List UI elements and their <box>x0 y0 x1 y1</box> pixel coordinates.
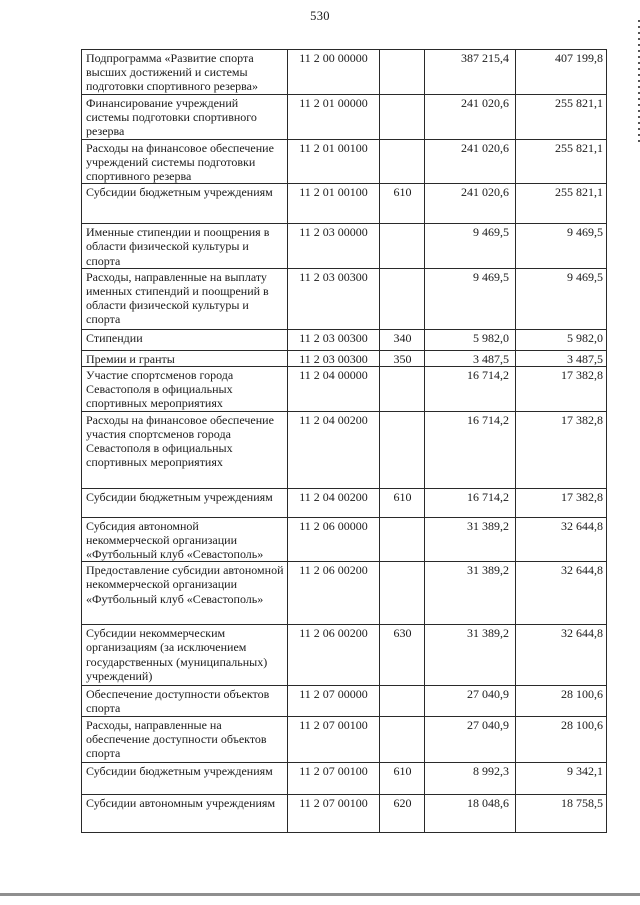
row-expense-type <box>380 224 425 269</box>
row-sum-year1: 3 487,5 <box>425 350 516 366</box>
row-sum-year2: 18 758,5 <box>516 794 607 832</box>
row-sum-year2: 255 821,1 <box>516 184 607 224</box>
row-code: 11 2 01 00100 <box>288 184 380 224</box>
row-sum-year2: 9 469,5 <box>516 224 607 269</box>
row-expense-type: 340 <box>380 329 425 350</box>
table-row <box>82 50 607 95</box>
row-sum-year1: 8 992,3 <box>425 762 516 794</box>
row-expense-type <box>380 411 425 488</box>
row-sum-year2: 255 821,1 <box>516 139 607 184</box>
row-code: 11 2 01 00100 <box>288 139 380 184</box>
row-sum-year1: 27 040,9 <box>425 716 516 762</box>
row-code: 11 2 07 00100 <box>288 762 380 794</box>
table-row <box>82 367 607 412</box>
row-sum-year1: 31 389,2 <box>425 562 516 625</box>
row-sum-year1: 18 048,6 <box>425 794 516 832</box>
row-sum-year2: 255 821,1 <box>516 94 607 139</box>
row-name: Субсидия автономной некоммерческой организации «Футбольный клуб «Севастополь» <box>82 517 288 562</box>
row-code: 11 2 01 00000 <box>288 94 380 139</box>
table-row <box>82 94 607 139</box>
table-row <box>82 625 607 686</box>
row-expense-type <box>380 517 425 562</box>
row-code: 11 2 03 00300 <box>288 268 380 329</box>
table-row <box>82 716 607 762</box>
row-code: 11 2 03 00300 <box>288 329 380 350</box>
row-sum-year2: 9 469,5 <box>516 268 607 329</box>
row-code: 11 2 07 00000 <box>288 686 380 716</box>
row-code: 11 2 04 00200 <box>288 411 380 488</box>
row-name: Финансирование учреждений системы подготовки спортивного резерва <box>82 94 288 139</box>
row-sum-year2: 28 100,6 <box>516 686 607 716</box>
row-name: Субсидии автономным учреждениям <box>82 794 288 832</box>
table-row <box>82 224 607 269</box>
row-expense-type <box>380 94 425 139</box>
row-sum-year1: 16 714,2 <box>425 367 516 412</box>
row-sum-year2: 32 644,8 <box>516 517 607 562</box>
row-sum-year1: 9 469,5 <box>425 268 516 329</box>
row-name: Субсидии некоммерческим организациям (за исключением государственных (муниципальных) учреждений) <box>82 625 288 686</box>
row-sum-year2: 32 644,8 <box>516 625 607 686</box>
row-sum-year1: 9 469,5 <box>425 224 516 269</box>
row-name: Премии и гранты <box>82 350 288 366</box>
row-sum-year1: 387 215,4 <box>425 50 516 95</box>
row-sum-year2: 5 982,0 <box>516 329 607 350</box>
row-expense-type: 620 <box>380 794 425 832</box>
row-name: Расходы на финансовое обеспечение участия спортсменов города Севастополя в официальных спортивных мероприятиях <box>82 411 288 488</box>
row-expense-type: 610 <box>380 762 425 794</box>
row-code: 11 2 03 00300 <box>288 350 380 366</box>
row-name: Расходы, направленные на выплату именных стипендий и поощрений в области физической культуры и спорта <box>82 268 288 329</box>
row-sum-year1: 31 389,2 <box>425 517 516 562</box>
row-sum-year1: 27 040,9 <box>425 686 516 716</box>
page-number: 530 <box>310 9 330 23</box>
row-code: 11 2 04 00200 <box>288 488 380 517</box>
row-code: 11 2 06 00200 <box>288 625 380 686</box>
row-name: Участие спортсменов города Севастополя в официальных спортивных мероприятиях <box>82 367 288 412</box>
budget-table <box>81 49 607 833</box>
row-expense-type: 610 <box>380 184 425 224</box>
row-expense-type <box>380 50 425 95</box>
row-name: Обеспечение доступности объектов спорта <box>82 686 288 716</box>
row-sum-year1: 5 982,0 <box>425 329 516 350</box>
row-name: Субсидии бюджетным учреждениям <box>82 488 288 517</box>
row-name: Предоставление субсидии автономной некоммерческой организации «Футбольный клуб «Севастополь» <box>82 562 288 625</box>
row-expense-type <box>380 268 425 329</box>
row-expense-type: 350 <box>380 350 425 366</box>
row-name: Стипендии <box>82 329 288 350</box>
row-sum-year2: 28 100,6 <box>516 716 607 762</box>
row-sum-year2: 32 644,8 <box>516 562 607 625</box>
row-name: Именные стипендии и поощрения в области физической культуры и спорта <box>82 224 288 269</box>
row-name: Подпрограмма «Развитие спорта высших достижений и системы подготовки спортивного резерва» <box>82 50 288 95</box>
table-row <box>82 350 607 366</box>
row-sum-year1: 241 020,6 <box>425 94 516 139</box>
row-code: 11 2 06 00200 <box>288 562 380 625</box>
row-expense-type <box>380 686 425 716</box>
table-row <box>82 517 607 562</box>
table-row <box>82 139 607 184</box>
row-expense-type <box>380 562 425 625</box>
row-code: 11 2 07 00100 <box>288 716 380 762</box>
row-sum-year1: 241 020,6 <box>425 184 516 224</box>
table-row <box>82 762 607 794</box>
row-sum-year2: 407 199,8 <box>516 50 607 95</box>
row-sum-year2: 17 382,8 <box>516 411 607 488</box>
row-code: 11 2 07 00100 <box>288 794 380 832</box>
row-sum-year1: 16 714,2 <box>425 488 516 517</box>
row-sum-year1: 241 020,6 <box>425 139 516 184</box>
table-row <box>82 488 607 517</box>
row-code: 11 2 00 00000 <box>288 50 380 95</box>
row-expense-type <box>380 139 425 184</box>
table-row <box>82 268 607 329</box>
table-row <box>82 686 607 716</box>
row-name: Субсидии бюджетным учреждениям <box>82 184 288 224</box>
row-sum-year1: 31 389,2 <box>425 625 516 686</box>
row-sum-year2: 17 382,8 <box>516 488 607 517</box>
row-code: 11 2 06 00000 <box>288 517 380 562</box>
row-code: 11 2 04 00000 <box>288 367 380 412</box>
table-row <box>82 184 607 224</box>
row-name: Субсидии бюджетным учреждениям <box>82 762 288 794</box>
row-sum-year1: 16 714,2 <box>425 411 516 488</box>
table-row <box>82 794 607 832</box>
table-row <box>82 411 607 488</box>
table-row <box>82 562 607 625</box>
row-expense-type <box>380 367 425 412</box>
row-name: Расходы, направленные на обеспечение доступности объектов спорта <box>82 716 288 762</box>
row-expense-type <box>380 716 425 762</box>
row-code: 11 2 03 00000 <box>288 224 380 269</box>
table-row <box>82 329 607 350</box>
row-sum-year2: 3 487,5 <box>516 350 607 366</box>
row-expense-type: 630 <box>380 625 425 686</box>
row-sum-year2: 17 382,8 <box>516 367 607 412</box>
row-name: Расходы на финансовое обеспечение учреждений системы подготовки спортивного резерва <box>82 139 288 184</box>
row-expense-type: 610 <box>380 488 425 517</box>
scan-bottom-rule <box>0 893 640 896</box>
row-sum-year2: 9 342,1 <box>516 762 607 794</box>
